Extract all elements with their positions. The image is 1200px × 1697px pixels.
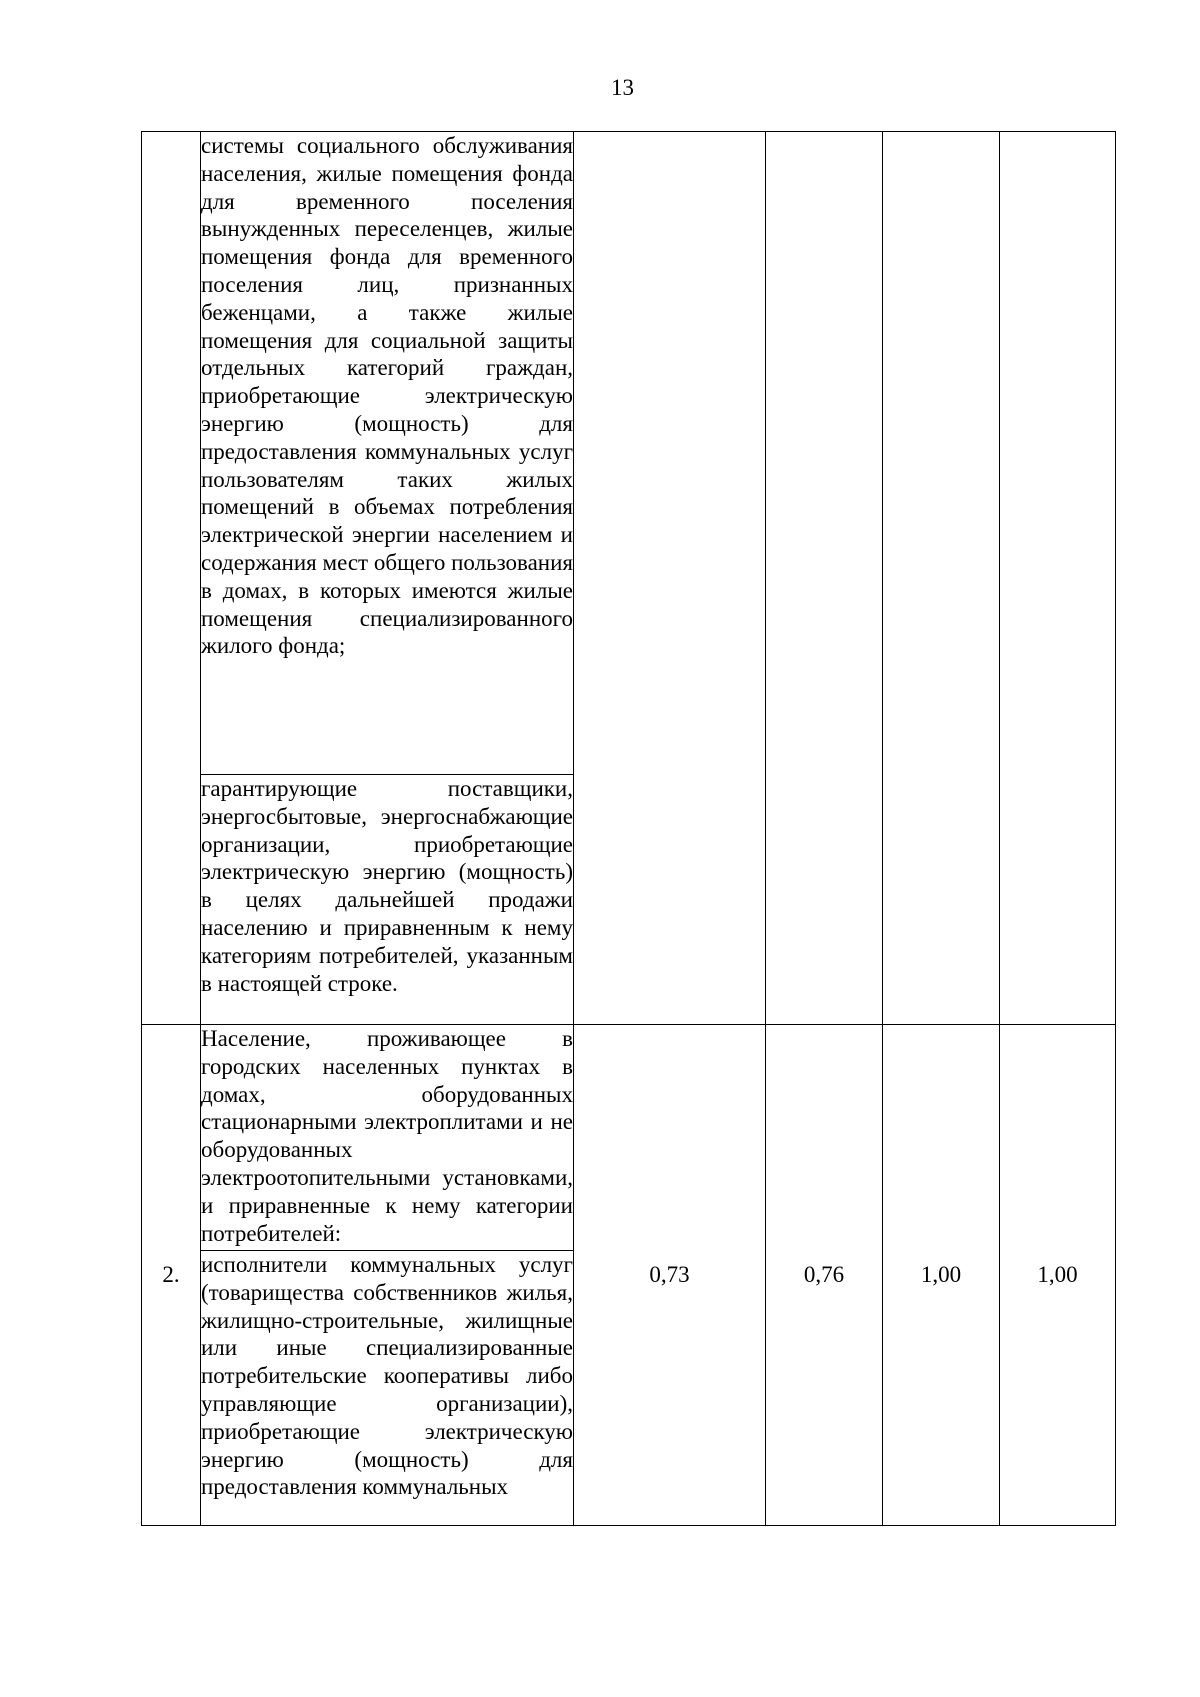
value-cell: 1,00: [1000, 1025, 1116, 1526]
row-number-cell: [142, 132, 201, 1025]
value-cell: [1000, 132, 1116, 1025]
value-cell: 0,76: [766, 1025, 883, 1526]
value-cell: 0,73: [574, 1025, 766, 1526]
row-description-text: гарантирующие поставщики, энергосбытовые, энергоснабжающие организации, приобретающие электрическую энергию (мощность) в целях дальнейшей продажи населению и приравненным к нему категориям потребителей, указанным в настоящей строке.: [201, 776, 573, 996]
table-row: [142, 132, 1116, 775]
value-cell: [883, 132, 1000, 1025]
tariff-table: [141, 131, 1116, 1526]
row-description-cell: [201, 1251, 574, 1526]
value-cell: [766, 132, 883, 1025]
row-description-text: Население, проживающее в городских населенных пунктах в домах, оборудованных стационарными электроплитами и не оборудованных электроотопительными установками, и приравненные к нему категории потребителей:: [201, 1026, 573, 1246]
value-cell: 1,00: [883, 1025, 1000, 1526]
row-number-cell: 2.: [142, 1025, 201, 1526]
row-description-cell: [201, 132, 574, 775]
page-number: 13: [611, 75, 634, 100]
row-description-cell: [201, 1025, 574, 1251]
table-row: [142, 1025, 1116, 1251]
row-description-cell: [201, 775, 574, 1025]
row-description-text: исполнители коммунальных услуг (товарищества собственников жилья, жилищно-строительные, жилищные или иные специализированные потребительские кооперативы либо управляющие организации), приобретающие электрическую энергию (мощность) для предоставления коммунальных: [201, 1252, 573, 1500]
row-description-text: системы социального обслуживания населения, жилые помещения фонда для временного поселения вынужденных переселенцев, жилые помещения фонда для временного поселения лиц, признанных беженцами, а также жилые помещения для социальной защиты отдельных категорий граждан, приобретающие электрическую энергию (мощность) для предоставления коммунальных услуг пользователям таких жилых помещений в объемах потребления электрической энергии населением и содержания мест общего пользования в домах, в которых имеются жилые помещения специализированного жилого фонда;: [201, 133, 573, 659]
value-cell: [574, 132, 766, 1025]
